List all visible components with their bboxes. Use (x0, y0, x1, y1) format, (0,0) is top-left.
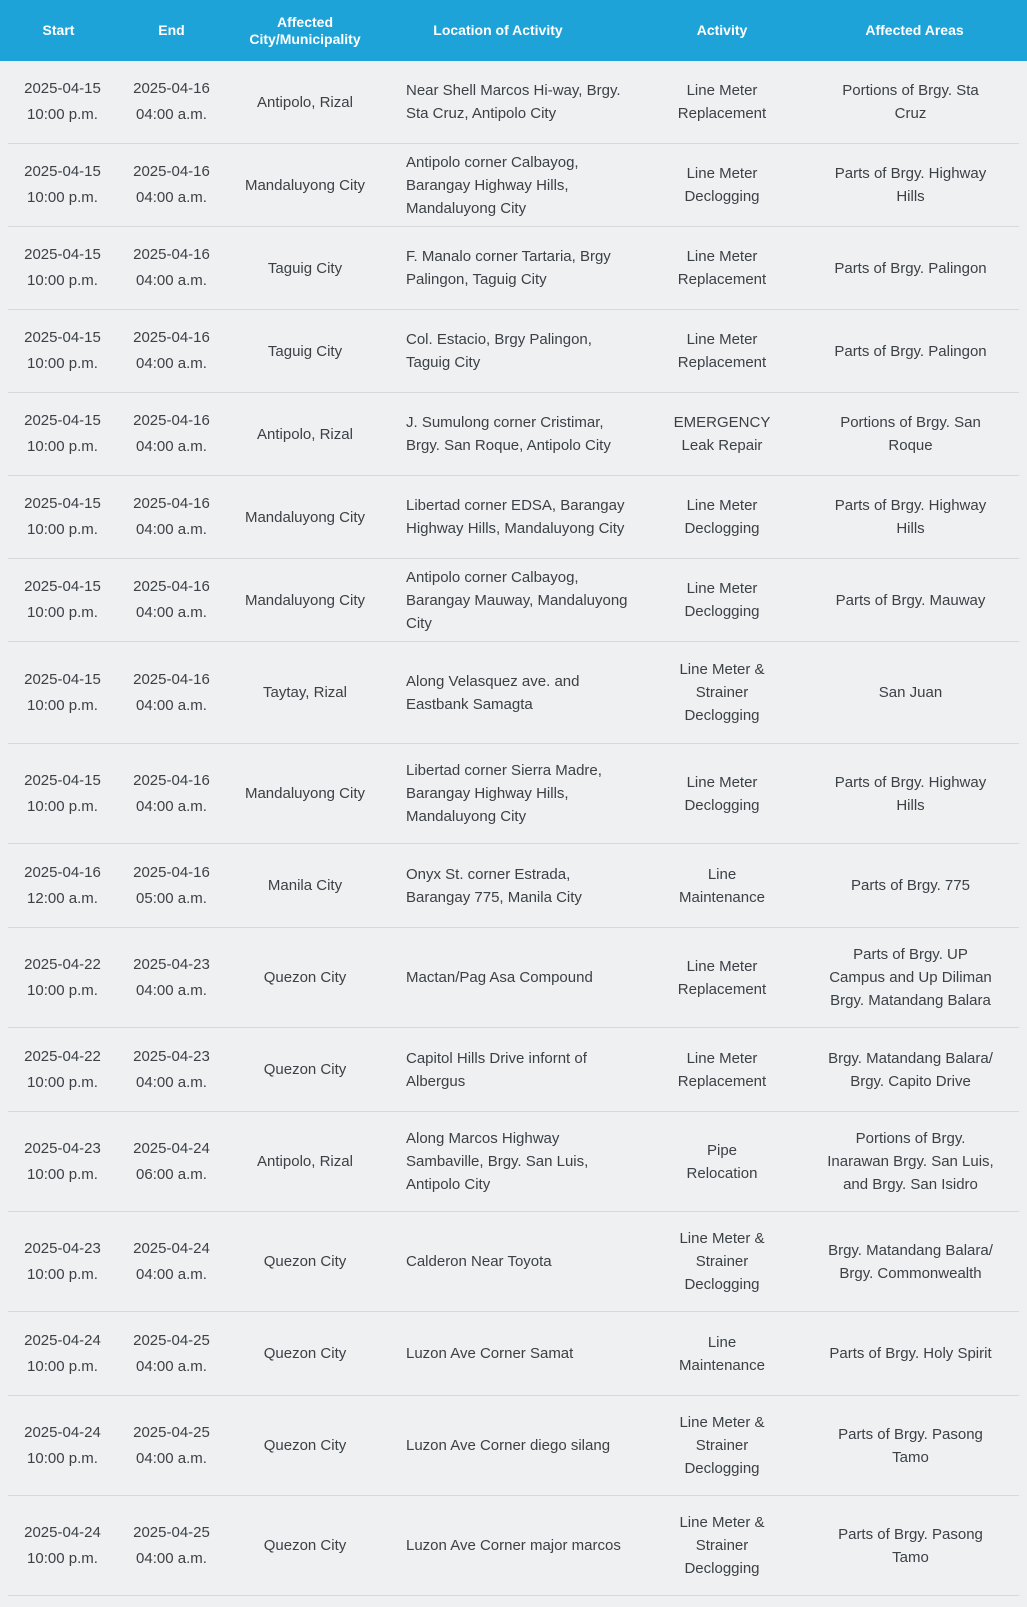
start-date: 2025-04-15 (24, 329, 101, 346)
activity-text: Line Maintenance (679, 865, 765, 906)
areas-text: Portions of Brgy. Sta Cruz (842, 82, 979, 122)
activity-cell (642, 61, 802, 143)
activity-text: Line Meter Replacement (677, 331, 767, 371)
start-time: 10:00 p.m. (27, 1165, 98, 1183)
city-cell (226, 476, 384, 558)
city-cell (226, 1112, 384, 1211)
activity-cell (642, 1312, 802, 1395)
start-date: 2025-04-24 (24, 1423, 101, 1441)
table-row (8, 928, 1019, 1028)
areas-cell (802, 642, 1019, 743)
activity-cell (642, 476, 802, 558)
city-text: Mandaluyong City (244, 176, 366, 194)
areas-text: Brgy. Matandang Balara/ Brgy. Commonwealth (828, 1241, 993, 1282)
end-cell (117, 476, 226, 558)
areas-cell (802, 1396, 1019, 1495)
city-text: Manila City (267, 877, 343, 894)
table-row (8, 476, 1019, 559)
areas-text: Portions of Brgy. San Roque (840, 414, 981, 454)
areas-text: Parts of Brgy. Highway Hills (834, 165, 987, 205)
city-cell (226, 1312, 384, 1395)
start-time: 10:00 p.m. (27, 1265, 98, 1283)
location-text: Col. Estacio, Brgy Palingon, Taguig City (406, 331, 592, 371)
location-cell (384, 844, 642, 927)
start-cell (8, 744, 117, 843)
start-date: 2025-04-24 (24, 1331, 101, 1349)
activity-cell (642, 559, 802, 641)
location-text: Onyx St. corner Estrada, Barangay 775, Manila City (406, 865, 582, 906)
activity-cell (642, 844, 802, 927)
areas-cell (802, 476, 1019, 558)
location-text: Along Marcos Highway Sambaville, Brgy. San Luis, Antipolo City (406, 1130, 589, 1193)
city-cell (226, 844, 384, 927)
start-datetime (24, 1520, 101, 1572)
start-date: 2025-04-15 (24, 80, 101, 97)
city-text: Mandaluyong City (244, 785, 366, 802)
location-text: J. Sumulong corner Cristimar, Brgy. San Roque, Antipolo City (406, 414, 611, 454)
end-datetime (133, 1236, 210, 1288)
end-time: 05:00 a.m. (136, 889, 207, 907)
end-date: 2025-04-24 (133, 1239, 210, 1257)
start-cell (8, 1396, 117, 1495)
areas-text: Brgy. Matandang Balara/ Brgy. Capito Drive (828, 1049, 993, 1090)
start-date: 2025-04-22 (24, 955, 101, 973)
city-text: Antipolo, Rizal (257, 425, 353, 443)
city-cell (226, 744, 384, 843)
start-date: 2025-04-15 (24, 163, 101, 180)
areas-text: Parts of Brgy. Holy Spirit (829, 1345, 992, 1362)
location-cell (384, 1028, 642, 1111)
city-cell (226, 559, 384, 641)
location-cell (384, 1212, 642, 1311)
table-row (8, 144, 1019, 227)
location-text: Capitol Hills Drive infornt of Albergus (406, 1049, 587, 1090)
city-cell (226, 1496, 384, 1595)
table-row (8, 393, 1019, 476)
start-datetime (24, 76, 101, 128)
start-cell (8, 61, 117, 143)
end-datetime (133, 159, 210, 211)
start-time: 10:00 p.m. (27, 1449, 98, 1467)
start-cell (8, 144, 117, 226)
start-cell (8, 844, 117, 927)
end-datetime (133, 491, 210, 543)
areas-cell (802, 744, 1019, 843)
location-cell (384, 1396, 642, 1495)
end-time: 04:00 a.m. (136, 189, 207, 206)
start-datetime (24, 667, 101, 719)
start-cell (8, 227, 117, 309)
start-date: 2025-04-15 (24, 578, 101, 595)
areas-text: Parts of Brgy. 775 (851, 877, 970, 894)
location-cell (384, 1496, 642, 1595)
activity-cell (642, 227, 802, 309)
areas-cell (802, 559, 1019, 641)
activity-text: Line Maintenance (679, 1333, 765, 1374)
end-datetime (133, 1044, 210, 1096)
start-time: 10:00 p.m. (27, 696, 98, 714)
city-cell (226, 310, 384, 392)
end-date: 2025-04-16 (133, 412, 210, 429)
start-time: 10:00 p.m. (27, 189, 98, 206)
header-activity: Activity (696, 22, 748, 38)
start-cell (8, 310, 117, 392)
start-datetime (24, 1044, 101, 1096)
start-date: 2025-04-22 (24, 1047, 101, 1065)
city-cell (226, 1396, 384, 1495)
end-date: 2025-04-16 (133, 329, 210, 346)
table-row (8, 310, 1019, 393)
location-text: Luzon Ave Corner diego silang (406, 1437, 611, 1454)
city-cell (226, 928, 384, 1027)
start-datetime (24, 491, 101, 543)
city-text: Quezon City (263, 1537, 347, 1554)
end-date: 2025-04-16 (133, 80, 210, 97)
areas-cell (802, 61, 1019, 143)
city-text: Mandaluyong City (244, 508, 366, 526)
end-date: 2025-04-16 (133, 495, 210, 512)
city-text: Taguig City (267, 259, 343, 277)
activity-text: Line Meter Replacement (677, 248, 767, 288)
start-time: 10:00 p.m. (27, 272, 98, 289)
city-cell (226, 1028, 384, 1111)
start-datetime (24, 1328, 101, 1380)
city-text: Mandaluyong City (244, 591, 366, 609)
start-datetime (24, 860, 101, 912)
location-cell (384, 642, 642, 743)
end-datetime (133, 242, 210, 294)
end-cell (117, 310, 226, 392)
table-row (8, 61, 1019, 144)
end-datetime (133, 1420, 210, 1472)
location-cell (384, 744, 642, 843)
end-cell (117, 1112, 226, 1211)
areas-text: San Juan (878, 684, 943, 701)
table-row (8, 744, 1019, 844)
end-date: 2025-04-23 (133, 1047, 210, 1065)
start-cell (8, 928, 117, 1027)
start-datetime (24, 952, 101, 1004)
end-time: 04:00 a.m. (136, 438, 207, 455)
start-datetime (24, 1420, 101, 1472)
activity-text: Line Meter & Strainer Declogging (679, 1414, 765, 1477)
areas-cell (802, 1212, 1019, 1311)
end-cell (117, 1212, 226, 1311)
areas-text: Parts of Brgy. Mauway (835, 591, 986, 609)
location-text: Libertad corner Sierra Madre, Barangay Highway Hills, Mandaluyong City (406, 762, 602, 825)
end-time: 04:00 a.m. (136, 106, 207, 123)
start-cell (8, 1028, 117, 1111)
start-datetime (24, 408, 101, 460)
start-cell (8, 1496, 117, 1595)
end-date: 2025-04-23 (133, 955, 210, 973)
location-text: Luzon Ave Corner Samat (406, 1345, 574, 1362)
start-date: 2025-04-15 (24, 495, 101, 512)
start-time: 10:00 p.m. (27, 1357, 98, 1375)
start-date: 2025-04-16 (24, 863, 101, 881)
areas-text: Parts of Brgy. Pasong Tamo (838, 1525, 983, 1566)
end-time: 04:00 a.m. (136, 1073, 207, 1091)
areas-text: Parts of Brgy. Pasong Tamo (838, 1425, 983, 1466)
end-cell (117, 1028, 226, 1111)
location-cell (384, 227, 642, 309)
city-text: Antipolo, Rizal (257, 1153, 353, 1170)
end-datetime (133, 1520, 210, 1572)
start-datetime (24, 1236, 101, 1288)
end-time: 04:00 a.m. (136, 272, 207, 289)
start-date: 2025-04-15 (24, 412, 101, 429)
location-cell (384, 928, 642, 1027)
areas-cell (802, 1028, 1019, 1111)
header-city: Affected City/Municipality (249, 13, 361, 47)
location-text: F. Manalo corner Tartaria, Brgy Palingon, Taguig City (406, 248, 611, 288)
start-datetime (24, 768, 101, 820)
end-datetime (133, 1136, 210, 1188)
start-datetime (24, 1136, 101, 1188)
table-row (8, 1112, 1019, 1212)
city-text: Quezon City (263, 1253, 347, 1270)
end-date: 2025-04-16 (133, 670, 210, 688)
start-cell (8, 476, 117, 558)
end-date: 2025-04-25 (133, 1523, 210, 1541)
activity-cell (642, 144, 802, 226)
end-date: 2025-04-25 (133, 1423, 210, 1441)
activity-text: Pipe Relocation (686, 1141, 758, 1182)
end-datetime (133, 667, 210, 719)
city-text: Quezon City (263, 969, 347, 986)
city-text: Taytay, Rizal (263, 684, 347, 701)
areas-text: Parts of Brgy. Highway Hills (834, 773, 987, 814)
city-cell (226, 61, 384, 143)
start-cell (8, 1212, 117, 1311)
activity-cell (642, 642, 802, 743)
header-end: End (158, 22, 185, 38)
location-text: Mactan/Pag Asa Compound (406, 969, 593, 986)
header-areas: Affected Areas (865, 22, 964, 38)
city-cell (226, 393, 384, 475)
start-time: 10:00 p.m. (27, 1549, 98, 1567)
location-text: Antipolo corner Calbayog, Barangay Highway Hills, Mandaluyong City (406, 153, 579, 217)
areas-cell (802, 844, 1019, 927)
end-cell (117, 1396, 226, 1495)
start-cell (8, 1112, 117, 1211)
end-datetime (133, 408, 210, 460)
end-date: 2025-04-16 (133, 578, 210, 595)
activity-text: Line Meter Replacement (677, 82, 767, 122)
city-text: Antipolo, Rizal (257, 93, 353, 111)
end-datetime (133, 76, 210, 128)
activity-text: Line Meter & Strainer Declogging (679, 1514, 765, 1577)
end-date: 2025-04-24 (133, 1139, 210, 1157)
activity-cell (642, 393, 802, 475)
end-time: 04:00 a.m. (136, 696, 207, 714)
end-cell (117, 61, 226, 143)
end-cell (117, 1312, 226, 1395)
start-datetime (24, 159, 101, 211)
areas-cell (802, 1496, 1019, 1595)
location-cell (384, 559, 642, 641)
activity-cell (642, 1496, 802, 1595)
header-start: Start (42, 22, 75, 38)
table-row (8, 227, 1019, 310)
city-cell (226, 144, 384, 226)
start-cell (8, 559, 117, 641)
end-cell (117, 744, 226, 843)
start-time: 10:00 p.m. (27, 521, 98, 538)
end-cell (117, 559, 226, 641)
end-datetime (133, 860, 210, 912)
areas-text: Parts of Brgy. Palingon (834, 342, 987, 360)
end-cell (117, 227, 226, 309)
city-cell (226, 227, 384, 309)
location-cell (384, 310, 642, 392)
start-time: 10:00 p.m. (27, 438, 98, 455)
table-row (8, 1312, 1019, 1396)
start-datetime (24, 574, 101, 626)
city-text: Taguig City (267, 342, 343, 360)
activity-text: Line Meter Replacement (677, 1049, 767, 1090)
header-location: Location of Activity (433, 22, 563, 38)
end-cell (117, 144, 226, 226)
start-datetime (24, 242, 101, 294)
table-row (8, 1396, 1019, 1496)
end-time: 04:00 a.m. (136, 797, 207, 815)
location-text: Antipolo corner Calbayog, Barangay Mauway, Mandaluyong City (406, 568, 628, 632)
activity-text: Line Meter Declogging (684, 773, 760, 814)
start-date: 2025-04-15 (24, 771, 101, 789)
end-time: 04:00 a.m. (136, 1549, 207, 1567)
activity-text: Line Meter Replacement (677, 957, 767, 998)
end-date: 2025-04-16 (133, 863, 210, 881)
start-date: 2025-04-24 (24, 1523, 101, 1541)
start-time: 10:00 p.m. (27, 106, 98, 123)
city-cell (226, 1212, 384, 1311)
end-date: 2025-04-16 (133, 163, 210, 180)
areas-text: Parts of Brgy. UP Campus and Up Diliman Brgy. Matandang Balara (829, 946, 992, 1009)
start-date: 2025-04-23 (24, 1139, 101, 1157)
table-row (8, 1496, 1019, 1596)
table-row (8, 1028, 1019, 1112)
start-datetime (24, 325, 101, 377)
start-time: 10:00 p.m. (27, 604, 98, 621)
city-cell (226, 642, 384, 743)
activity-cell (642, 744, 802, 843)
end-time: 04:00 a.m. (136, 1265, 207, 1283)
location-cell (384, 1312, 642, 1395)
start-cell (8, 642, 117, 743)
activity-text: EMERGENCY Leak Repair (673, 414, 771, 454)
end-time: 04:00 a.m. (136, 1357, 207, 1375)
location-cell (384, 476, 642, 558)
table-header (0, 0, 1027, 61)
activity-cell (642, 1028, 802, 1111)
end-time: 04:00 a.m. (136, 1449, 207, 1467)
start-date: 2025-04-15 (24, 670, 101, 688)
areas-cell (802, 1312, 1019, 1395)
activity-cell (642, 1212, 802, 1311)
city-text: Quezon City (263, 1061, 347, 1078)
start-time: 10:00 p.m. (27, 355, 98, 372)
end-cell (117, 928, 226, 1027)
activity-cell (642, 310, 802, 392)
activity-text: Line Meter Declogging (684, 580, 760, 620)
areas-text: Parts of Brgy. Palingon (834, 259, 987, 277)
activity-cell (642, 1396, 802, 1495)
activity-text: Line Meter Declogging (684, 497, 760, 537)
location-text: Near Shell Marcos Hi-way, Brgy. Sta Cruz, Antipolo City (406, 82, 621, 122)
location-text: Luzon Ave Corner major marcos (406, 1537, 621, 1554)
end-datetime (133, 574, 210, 626)
table-body (0, 61, 1027, 1596)
start-time: 10:00 p.m. (27, 981, 98, 999)
end-datetime (133, 768, 210, 820)
location-cell (384, 144, 642, 226)
activity-text: Line Meter Declogging (684, 165, 760, 205)
table-row (8, 559, 1019, 642)
table-row (8, 844, 1019, 928)
end-time: 06:00 a.m. (136, 1165, 207, 1183)
activity-cell (642, 928, 802, 1027)
end-time: 04:00 a.m. (136, 521, 207, 538)
end-datetime (133, 952, 210, 1004)
end-cell (117, 393, 226, 475)
location-text: Libertad corner EDSA, Barangay Highway Hills, Mandaluyong City (406, 497, 625, 537)
activity-text: Line Meter & Strainer Declogging (679, 661, 765, 724)
end-datetime (133, 325, 210, 377)
location-cell (384, 393, 642, 475)
end-date: 2025-04-16 (133, 246, 210, 263)
end-cell (117, 844, 226, 927)
areas-cell (802, 310, 1019, 392)
activity-text: Line Meter & Strainer Declogging (679, 1230, 765, 1293)
areas-cell (802, 393, 1019, 475)
areas-text: Portions of Brgy. Inarawan Brgy. San Luis, and Brgy. San Isidro (827, 1130, 994, 1193)
city-text: Quezon City (263, 1437, 347, 1454)
areas-cell (802, 1112, 1019, 1211)
table-row (8, 1212, 1019, 1312)
start-cell (8, 1312, 117, 1395)
end-time: 04:00 a.m. (136, 604, 207, 621)
end-cell (117, 642, 226, 743)
location-text: Calderon Near Toyota (406, 1253, 552, 1270)
activity-cell (642, 1112, 802, 1211)
table-row (8, 642, 1019, 744)
areas-cell (802, 227, 1019, 309)
areas-text: Parts of Brgy. Highway Hills (834, 497, 987, 537)
end-date: 2025-04-16 (133, 771, 210, 789)
start-cell (8, 393, 117, 475)
location-cell (384, 1112, 642, 1211)
start-time: 10:00 p.m. (27, 797, 98, 815)
end-datetime (133, 1328, 210, 1380)
start-time: 10:00 p.m. (27, 1073, 98, 1091)
start-date: 2025-04-23 (24, 1239, 101, 1257)
end-date: 2025-04-25 (133, 1331, 210, 1349)
city-text: Quezon City (263, 1345, 347, 1362)
end-time: 04:00 a.m. (136, 981, 207, 999)
areas-cell (802, 928, 1019, 1027)
start-date: 2025-04-15 (24, 246, 101, 263)
end-time: 04:00 a.m. (136, 355, 207, 372)
end-cell (117, 1496, 226, 1595)
areas-cell (802, 144, 1019, 226)
location-text: Along Velasquez ave. and Eastbank Samagta (406, 672, 580, 713)
start-time: 12:00 a.m. (27, 889, 98, 907)
location-cell (384, 61, 642, 143)
